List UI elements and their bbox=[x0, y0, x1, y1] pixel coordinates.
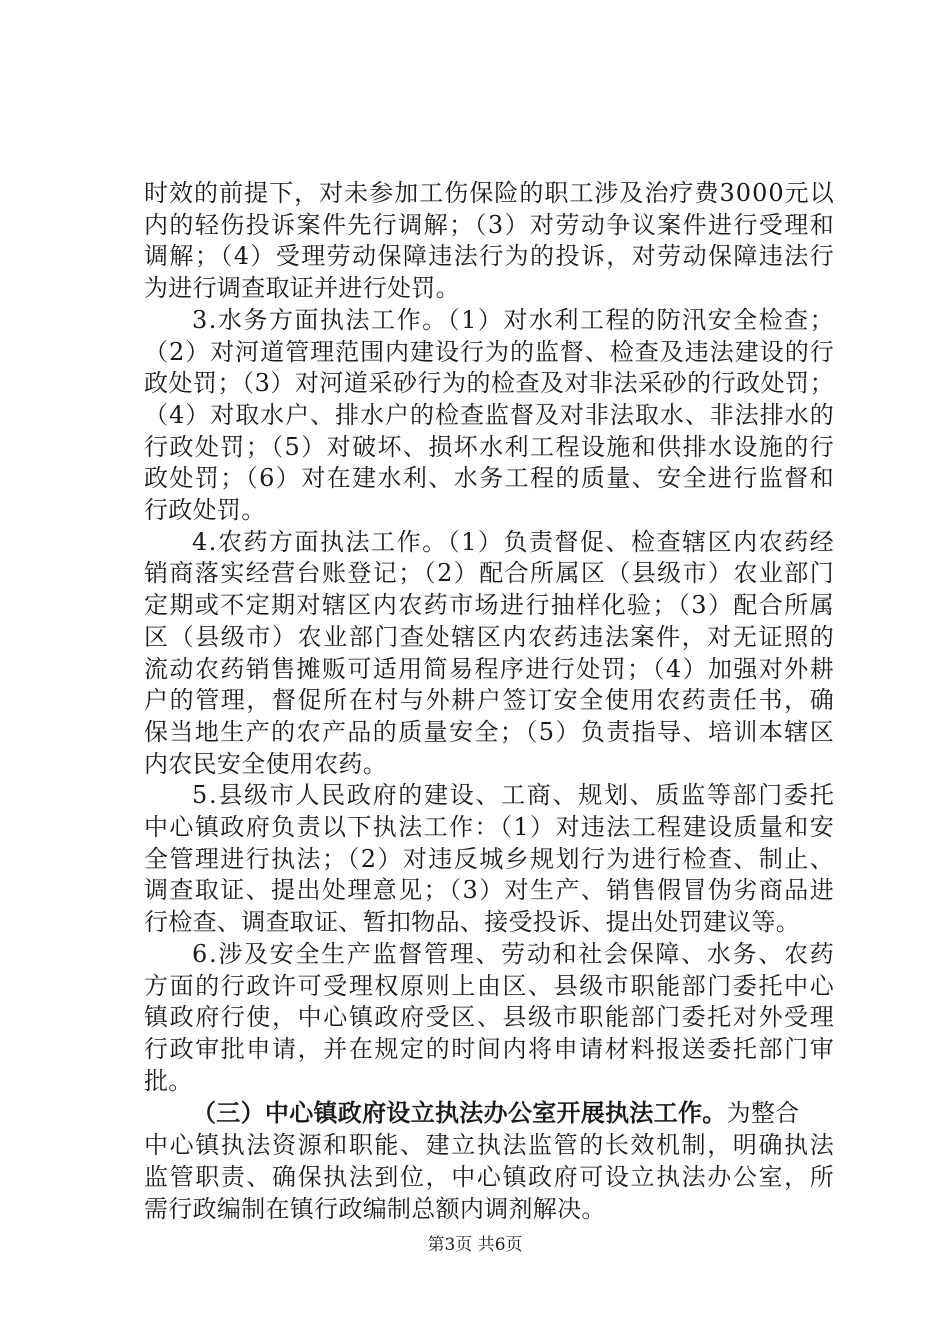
section-heading-paragraph bbox=[144, 1097, 834, 1130]
paragraph-line: 全管理进行执法；（2）对违反城乡规划行为进行检查、制止、 bbox=[144, 844, 836, 873]
paragraph-line: 行检查、调查取证、暂扣物品、接受投诉、提出处罚建议等。 bbox=[144, 908, 801, 937]
paragraph-line: 行政处罚；（5）对破坏、损坏水利工程设施和供排水设施的行 bbox=[144, 432, 836, 461]
paragraph-line: 销商落实经营台账登记；（2）配合所属区（县级市）农业部门 bbox=[144, 559, 836, 588]
paragraph-first-line: 6.涉及安全生产监督管理、劳动和社会保障、水务、农药 bbox=[192, 939, 836, 968]
paragraph-line: 流动农药销售摊贩可适用简易程序进行处罚；（4）加强对外耕 bbox=[144, 654, 836, 683]
paragraph-line: 时效的前提下，对未参加工伤保险的职工涉及治疗费3000元以 bbox=[144, 179, 835, 207]
page-number-label: 第3页 共6页 bbox=[427, 1235, 523, 1255]
section-line: 需行政编制在镇行政编制总额内调剂解决。 bbox=[144, 1194, 606, 1223]
paragraph-line: 中心镇政府负责以下执法工作：（1）对违法工程建设质量和安 bbox=[144, 813, 836, 842]
paragraph-line: 方面的行政许可受理权原则上由区、县级市职能部门委托中心 bbox=[144, 971, 836, 1000]
paragraph-line: 调解；（4）受理劳动保障违法行为的投诉，对劳动保障违法行 bbox=[144, 242, 836, 271]
page-footer bbox=[0, 1235, 950, 1255]
paragraph-line: 批。 bbox=[144, 1066, 193, 1095]
paragraph-line: 内农民安全使用农药。 bbox=[144, 749, 387, 778]
paragraph-line: 内的轻伤投诉案件先行调解；（3）对劳动争议案件进行受理和 bbox=[144, 210, 836, 239]
paragraph-line: 户的管理，督促所在村与外耕户签订安全使用农药责任书，确 bbox=[144, 686, 836, 715]
section-heading: （三）中心镇政府设立执法办公室开展执法工作。 bbox=[192, 1098, 727, 1128]
section-line: 监管职责、确保执法到位，中心镇政府可设立执法办公室，所 bbox=[144, 1162, 836, 1191]
section-heading-rest: 为整合 bbox=[726, 1099, 800, 1128]
paragraph-line: 保当地生产的农产品的质量安全；（5）负责指导、培训本辖区 bbox=[144, 717, 836, 746]
paragraph-first-line: 4.农药方面执法工作。（1）负责督促、检查辖区内农药经 bbox=[192, 527, 836, 556]
section-line: 中心镇执法资源和职能、建立执法监管的长效机制，明确执法 bbox=[144, 1131, 836, 1160]
document-body bbox=[144, 178, 834, 1225]
paragraph-line: （2）对河道管理范围内建设行为的监督、检查及违法建设的行 bbox=[144, 337, 835, 366]
paragraph-lines bbox=[144, 178, 834, 1097]
paragraph-line: 行政处罚。 bbox=[144, 496, 266, 525]
paragraph-line: 定期或不定期对辖区内农药市场进行抽样化验；（3）配合所属 bbox=[144, 591, 836, 620]
paragraph-line: 为进行调查取证并进行处罚。 bbox=[144, 274, 460, 303]
paragraph-line: 调查取证、提出处理意见；（3）对生产、销售假冒伪劣商品进 bbox=[144, 876, 836, 905]
paragraph-line: （4）对取水户、排水户的检查监督及对非法取水、非法排水的 bbox=[144, 400, 835, 429]
paragraph-line: 行政审批申请，并在规定的时间内将申请材料报送委托部门审 bbox=[144, 1034, 836, 1063]
paragraph-first-line: 5.县级市人民政府的建设、工商、规划、质监等部门委托 bbox=[192, 781, 836, 810]
paragraph-line: 区（县级市）农业部门查处辖区内农药违法案件，对无证照的 bbox=[144, 622, 836, 651]
paragraph-first-line: 3.水务方面执法工作。（1）对水利工程的防汛安全检查； bbox=[192, 305, 836, 334]
paragraph-line: 镇政府行使，中心镇政府受区、县级市职能部门委托对外受理 bbox=[144, 1003, 836, 1032]
paragraph-line: 政处罚；（6）对在建水利、水务工程的质量、安全进行监督和 bbox=[144, 464, 836, 493]
paragraph-line: 政处罚；（3）对河道采砂行为的检查及对非法采砂的行政处罚； bbox=[144, 369, 835, 398]
